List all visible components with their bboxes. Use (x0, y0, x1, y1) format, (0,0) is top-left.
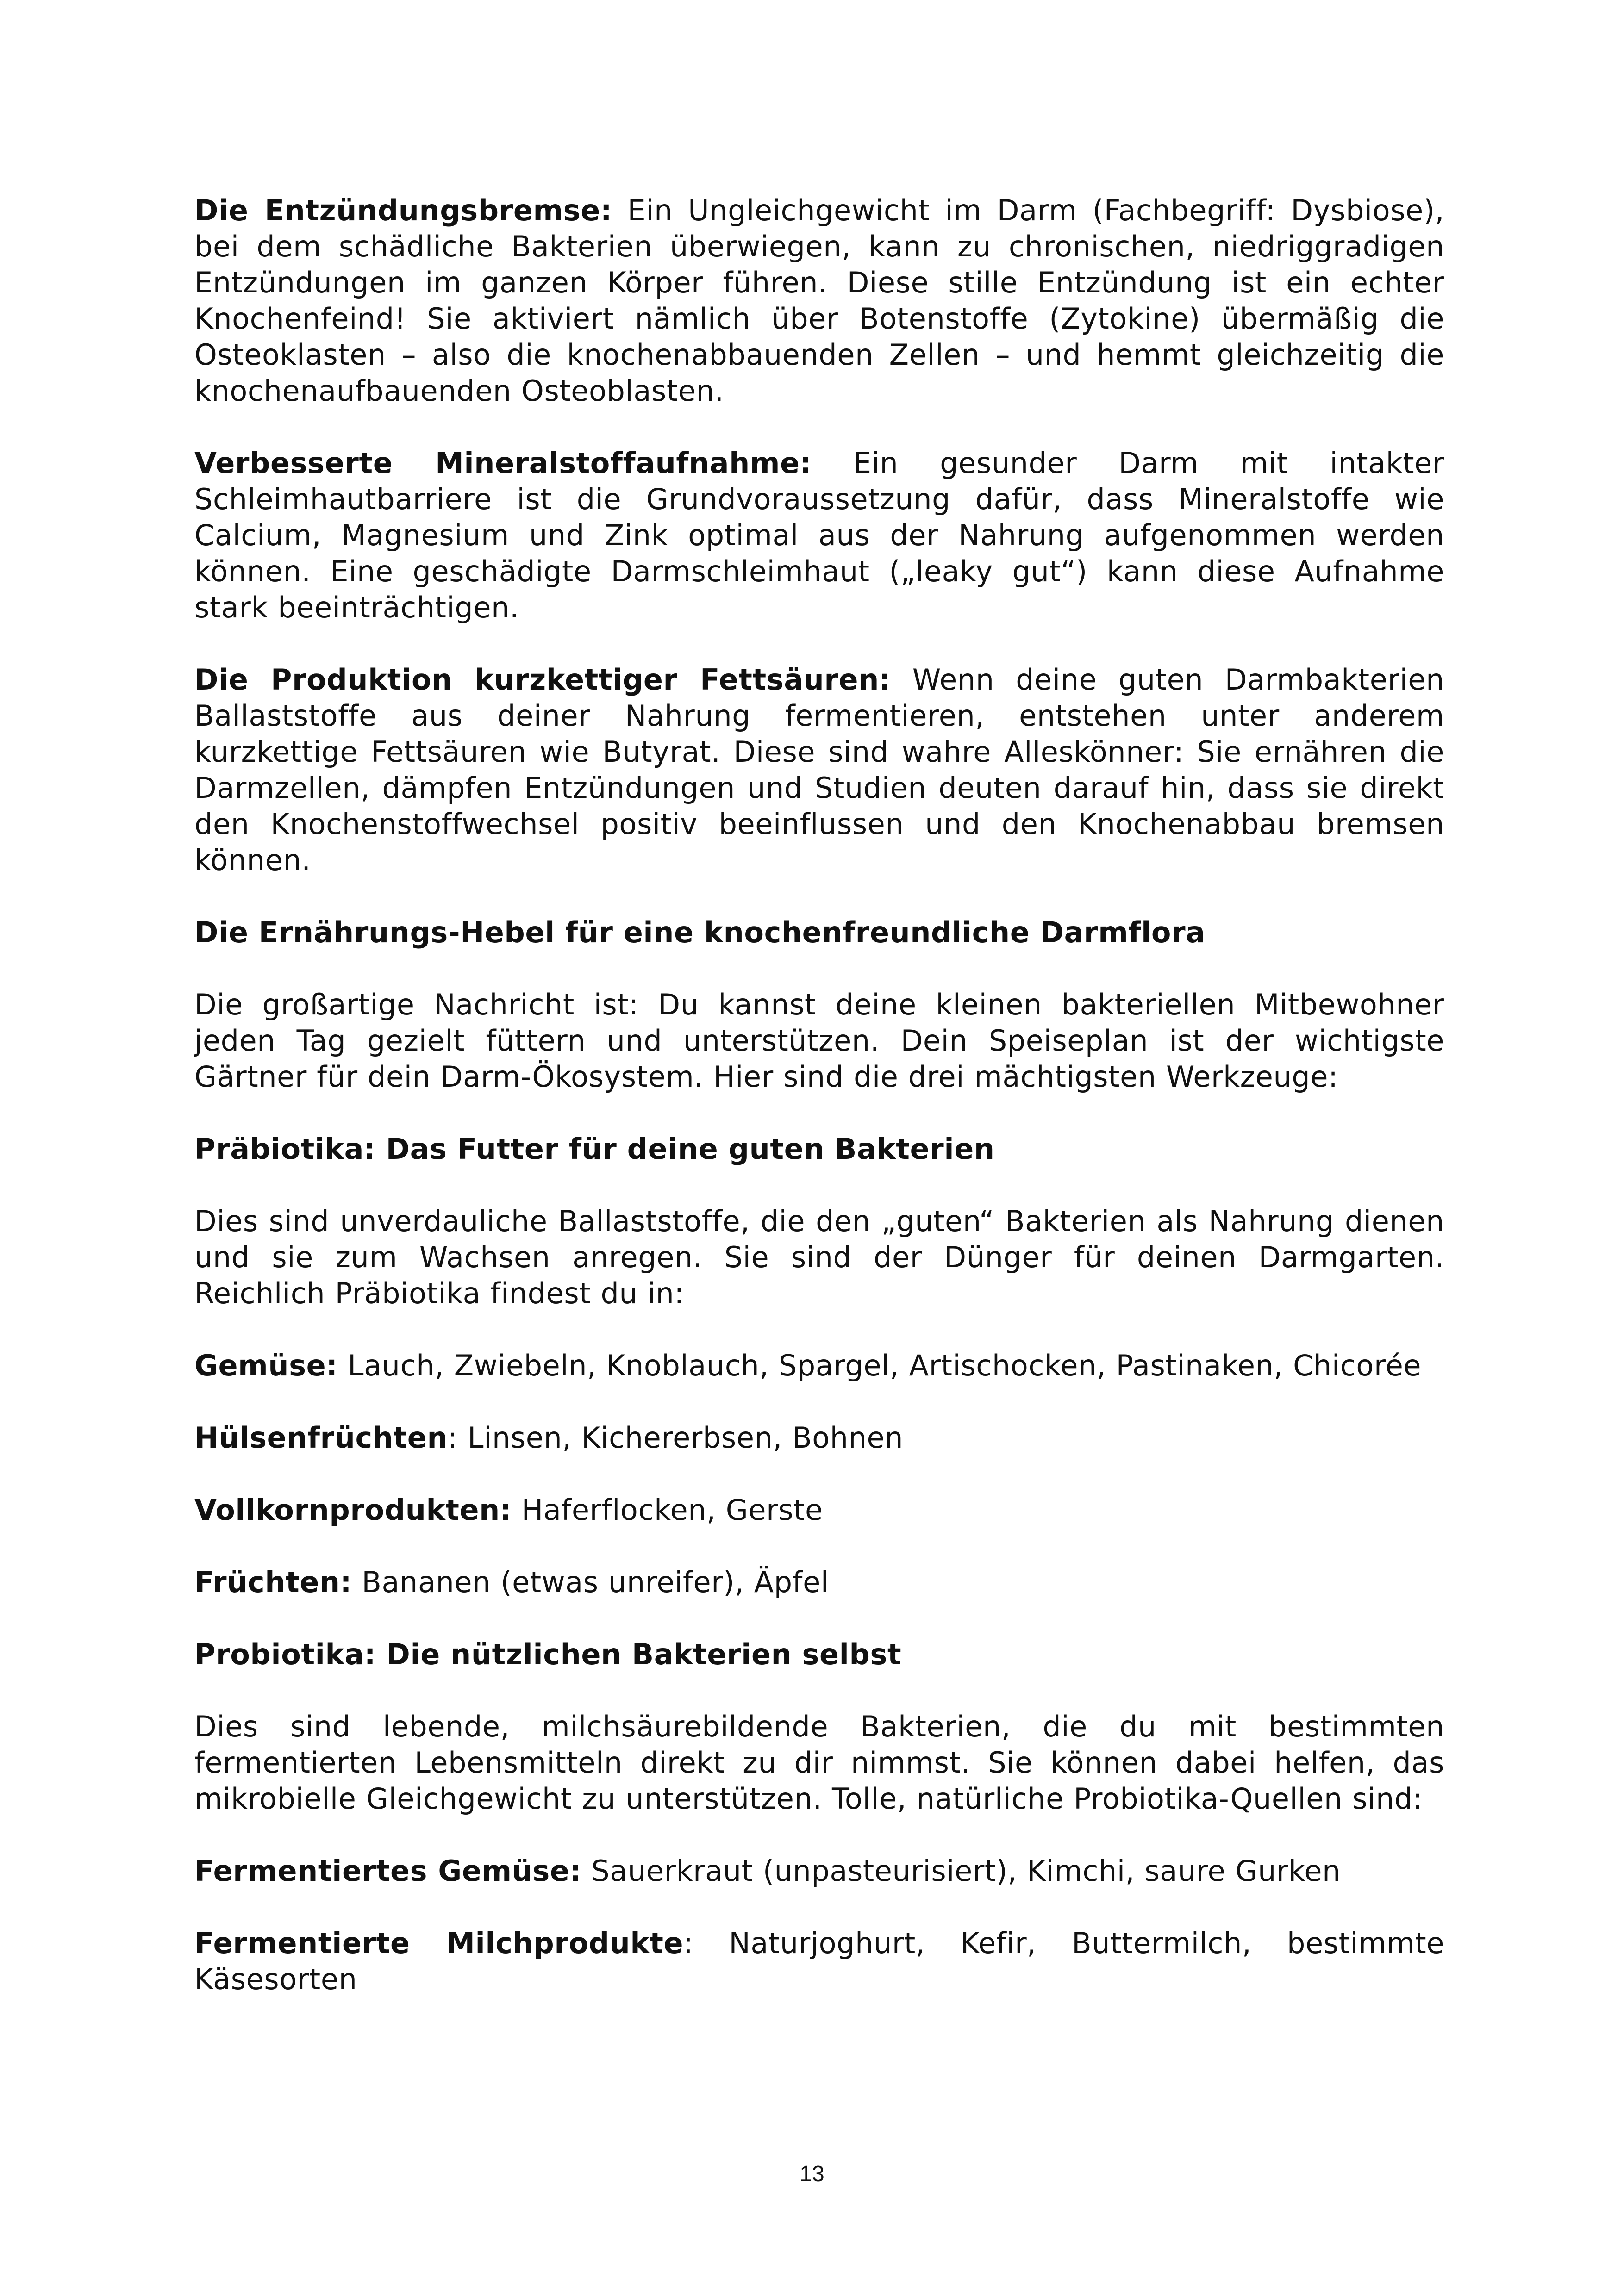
page-number: 13 (800, 2162, 824, 2186)
source-text: : Linsen, Kichererbsen, Bohnen (448, 1421, 904, 1455)
prebiotic-source-vegetables (194, 1348, 1444, 1384)
paragraph-text: Ein gesunder Darm mit intakter Schleimhautbarriere ist die Grundvoraussetzung dafür, dass Mineralstoffe wie Calcium, Magnesium und Zink optimal aus der Nahrung aufgenommen werden können. Eine geschädigte Darmschleimhaut („leaky gut“) kann diese Aufnahme stark beeinträchtigen. (194, 446, 1444, 624)
document-page (194, 193, 1444, 2034)
paragraph-fatty-acids (194, 662, 1444, 878)
source-text: Haferflocken, Gerste (512, 1493, 823, 1527)
probiotic-source-vegetables (194, 1853, 1444, 1889)
probiotic-source-dairy (194, 1925, 1444, 1997)
paragraph-prebiotics: Dies sind unverdauliche Ballaststoffe, die den „guten“ Bakterien als Nahrung dienen und sie zum Wachsen anregen. Sie sind der Dünger für deinen Darmgarten. Reichlich Präbiotika findest du in: (194, 1204, 1444, 1310)
prebiotic-source-legumes (194, 1420, 1444, 1456)
source-label: Gemüse: (194, 1349, 338, 1382)
source-text: Lauch, Zwiebeln, Knoblauch, Spargel, Artischocken, Pastinaken, Chicorée (337, 1349, 1422, 1382)
paragraph-text: Wenn deine guten Darmbakterien Ballaststoffe aus deiner Nahrung fermentieren, entstehen unter anderem kurzkettige Fettsäuren wie Butyrat. Diese sind wahre Alleskönner: Sie ernähren die Darmzellen, dämpfen Entzündungen und Studien deuten darauf hin, dass sie direkt den Knochenstoffwechsel positiv beeinflussen und den Knochenabbau bremsen können. (194, 663, 1444, 877)
prebiotic-source-fruits (194, 1564, 1444, 1600)
heading-prebiotics: Präbiotika: Das Futter für deine guten Bakterien (194, 1132, 995, 1166)
paragraph-intro: Die großartige Nachricht ist: Du kannst deine kleinen bakteriellen Mitbewohner jeden Tag gezielt füttern und unterstützen. Dein Speiseplan ist der wichtigste Gärtner für dein Darm-Ökosystem. Hier sind die drei mächtigsten Werkzeuge: (194, 988, 1444, 1094)
paragraph-inflammation (194, 193, 1444, 409)
source-label: Früchten: (194, 1565, 352, 1599)
source-text: Sauerkraut (unpasteurisiert), Kimchi, saure Gurken (581, 1854, 1341, 1888)
source-label: Vollkornprodukten: (194, 1493, 512, 1527)
paragraph-label: Verbesserte Mineralstoffaufnahme: (194, 446, 812, 480)
paragraph-probiotics: Dies sind lebende, milchsäurebildende Bakterien, die du mit bestimmten fermentierten Lebensmitteln direkt zu dir nimmst. Sie können dabei helfen, das mikrobielle Gleichgewicht zu unterstützen. Tolle, natürliche Probiotika-Quellen sind: (194, 1710, 1444, 1816)
source-label: Hülsenfrüchten (194, 1421, 448, 1455)
paragraph-label: Die Entzündungsbremse: (194, 193, 612, 227)
paragraph-label: Die Produktion kurzkettiger Fettsäuren: (194, 663, 891, 697)
source-label: Fermentierte Milchprodukte (194, 1926, 684, 1960)
paragraph-text: Ein Ungleichgewicht im Darm (Fachbegriff: Dysbiose), bei dem schädliche Bakterien überwiegen, kann zu chronischen, niedriggradigen Entzündungen im ganzen Körper führen. Diese stille Entzündung ist ein echter Knochenfeind! Sie aktiviert nämlich über Botenstoffe (Zytokine) übermäßig die Osteoklasten – also die knochenabbauenden Zellen – und hemmt gleichzeitig die knochenaufbauenden Osteoblasten. (194, 193, 1445, 408)
heading-levers: Die Ernährungs-Hebel für eine knochenfreundliche Darmflora (194, 915, 1206, 949)
heading-probiotics: Probiotika: Die nützlichen Bakterien selbst (194, 1637, 902, 1671)
source-text: : Naturjoghurt, Kefir, Buttermilch, bestimmte Käsesorten (194, 1926, 1445, 1996)
source-text: Bananen (etwas unreifer), Äpfel (352, 1565, 829, 1599)
source-label: Fermentiertes Gemüse: (194, 1854, 581, 1888)
paragraph-minerals (194, 445, 1444, 626)
prebiotic-source-wholegrain (194, 1492, 1444, 1528)
